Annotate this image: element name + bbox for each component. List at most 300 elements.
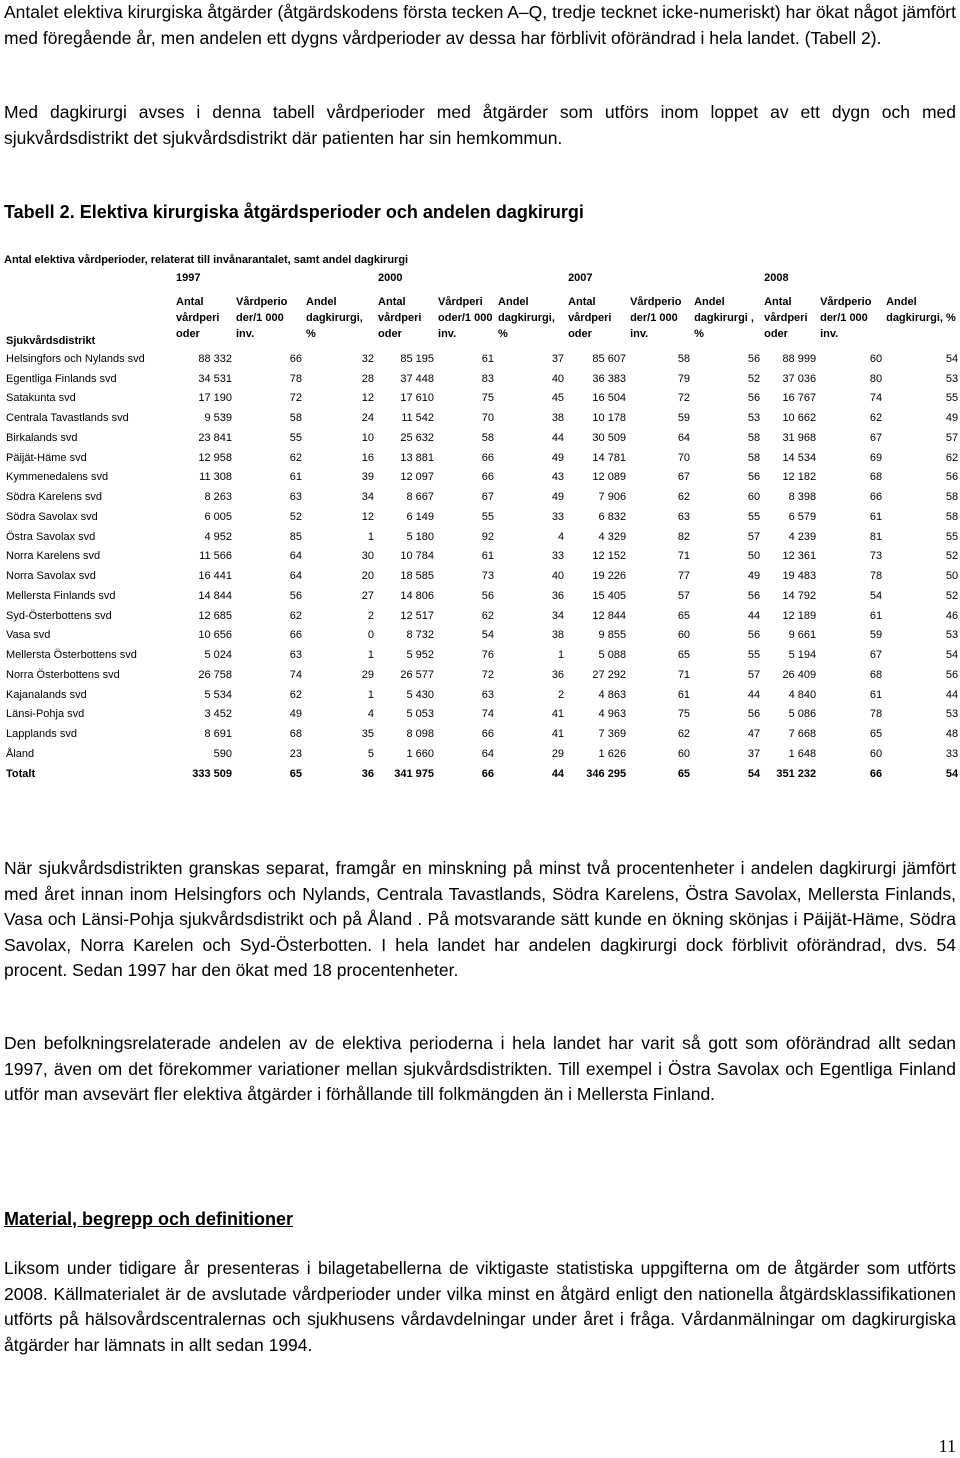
- table-cell: 14 806: [400, 589, 435, 602]
- table-cell: 85: [289, 530, 302, 543]
- table-cell: 6 579: [788, 510, 817, 523]
- table-cell: 9 539: [204, 412, 232, 425]
- table-row: [4, 606, 960, 626]
- table-cell: 12 152: [592, 550, 627, 563]
- table-cell: 49: [945, 412, 959, 425]
- table-cell: 12: [361, 510, 375, 523]
- table-cell: 54: [481, 629, 495, 642]
- district-name-cell: Kymmenedalens svd: [6, 471, 109, 484]
- table-cell: 56: [747, 392, 761, 405]
- table-cell: 50: [747, 550, 761, 563]
- total-cell: 66: [869, 767, 883, 780]
- table-cell: 27: [361, 589, 375, 602]
- district-name-cell: Vasa svd: [6, 629, 51, 642]
- table-cell: 61: [869, 609, 883, 622]
- total-cell: 66: [481, 767, 495, 780]
- table-cell: 63: [677, 510, 691, 523]
- table-cell: 88 999: [782, 352, 817, 365]
- table-cell: 11 542: [401, 412, 435, 425]
- table-cell: 4 329: [598, 530, 627, 543]
- material-paragraph: Liksom under tidigare år presenteras i bilagetabellerna de viktigaste statistiska uppgifterna om de åtgärder som utförts 2008. Källmaterialet är de avslutade vårdperioder under vilka minst en åtgärd enligt den nationella åtgärdsklassifikationen utförts på hälsovårdscentralernas och sjukhusens vårdavdelningar under året i fråga. Vårdanmälningar om dagkirurgiska åtgärder har lämnats in allt sedan 1994.: [4, 1258, 956, 1355]
- column-header: Antal vårdperi oder: [764, 296, 808, 340]
- table-cell: 60: [677, 629, 691, 642]
- district-name-cell: Östra Savolax svd: [6, 530, 96, 543]
- table-cell: 65: [869, 728, 883, 741]
- table-cell: 5: [367, 747, 375, 760]
- table-cell: 38: [551, 629, 565, 642]
- table-cell: 5 194: [788, 649, 817, 662]
- table-cell: 55: [747, 649, 761, 662]
- definition-paragraph: Med dagkirurgi avses i denna tabell vårdperioder med åtgärder som utförs inom loppet av ett dygn och med sjukvårdsdistrikt det sjukvårdsdistrikt där patienten har sin hemkommun.: [4, 102, 956, 148]
- table-cell: 50: [945, 570, 959, 583]
- table-cell: 4 239: [788, 530, 817, 543]
- table-cell: 76: [481, 649, 495, 662]
- table-cell: 40: [551, 570, 565, 583]
- table-cell: 40: [551, 372, 565, 385]
- table-cell: 57: [747, 530, 761, 543]
- table-cell: 52: [945, 550, 959, 563]
- year-header: 2008: [764, 272, 789, 284]
- table-cell: 85 195: [400, 352, 435, 365]
- table-cell: 67: [677, 471, 691, 484]
- table-row: [4, 685, 960, 705]
- table-cell: 62: [289, 609, 302, 622]
- table-cell: 41: [551, 708, 565, 721]
- table-cell: 11 566: [199, 550, 232, 563]
- table-cell: 6 149: [406, 510, 435, 523]
- table-cell: 60: [747, 491, 761, 504]
- table-cell: 590: [213, 747, 232, 760]
- table-cell: 10 656: [198, 629, 232, 642]
- table-cell: 12 089: [592, 471, 627, 484]
- table-cell: 53: [945, 629, 959, 642]
- table-cell: 7 906: [598, 491, 627, 504]
- table-cell: 83: [481, 372, 495, 385]
- total-cell: 346 295: [586, 767, 627, 780]
- table-cell: 26 409: [782, 668, 817, 681]
- table-cell: 37 448: [400, 372, 435, 385]
- table-cell: 56: [945, 668, 959, 681]
- table-row: [4, 547, 960, 567]
- table-cell: 39: [361, 471, 375, 484]
- table-cell: 74: [481, 708, 495, 721]
- table-cell: 75: [677, 708, 691, 721]
- table-cell: 81: [869, 530, 883, 543]
- table-cell: 5 088: [598, 649, 627, 662]
- column-header-row: [4, 294, 960, 349]
- table-cell: 14 844: [198, 589, 232, 602]
- table-cell: 41: [551, 728, 565, 741]
- table-cell: 67: [869, 649, 883, 662]
- table-cell: 62: [289, 688, 302, 701]
- table-cell: 28: [361, 372, 375, 385]
- table-cell: 53: [945, 372, 959, 385]
- table-row: [4, 389, 960, 409]
- table-cell: 62: [945, 451, 959, 464]
- table-cell: 19 226: [592, 570, 627, 583]
- table-row: [4, 626, 960, 646]
- district-name-cell: Åland: [6, 747, 35, 760]
- table-cell: 66: [289, 352, 302, 365]
- table-title: Tabell 2. Elektiva kirurgiska åtgärdsperioder och andelen dagkirurgi: [4, 202, 584, 222]
- column-header: Antal vårdperi oder: [176, 296, 220, 340]
- table-cell: 65: [677, 649, 691, 662]
- total-cell: 44: [551, 767, 565, 780]
- table-cell: 80: [869, 372, 883, 385]
- table-cell: 92: [481, 530, 495, 543]
- table-row: [4, 369, 960, 389]
- district-name-cell: Norra Savolax svd: [6, 570, 96, 583]
- table-cell: 55: [289, 431, 302, 444]
- table-cell: 56: [747, 471, 761, 484]
- table-cell: 26 577: [400, 668, 435, 681]
- table-cell: 64: [289, 550, 302, 563]
- table-row: [4, 586, 960, 606]
- district-name-cell: Satakunta svd: [6, 392, 76, 405]
- table-cell: 49: [747, 570, 761, 583]
- district-name-cell: Lapplands svd: [6, 728, 77, 741]
- table-cell: 67: [481, 491, 495, 504]
- intro-paragraph: Antalet elektiva kirurgiska åtgärder (åtgärdskodens första tecken A–Q, tredje tecknet icke-numeriskt) har ökat något jämfört med föregående år, men andelen ett dygns vårdperioder av dessa har förblivit oförändrad i hela landet. (Tabell 2).: [4, 2, 956, 48]
- total-cell: 54: [747, 767, 761, 780]
- table-cell: 74: [289, 668, 302, 681]
- table-cell: 58: [481, 431, 495, 444]
- table-cell: 30 509: [592, 431, 627, 444]
- table-cell: 66: [289, 629, 302, 642]
- district-name-cell: Mellersta Österbottens svd: [6, 649, 137, 662]
- table-cell: 85 607: [592, 352, 627, 365]
- table-cell: 16: [361, 451, 375, 464]
- table-cell: 64: [481, 747, 495, 760]
- table-row: [4, 428, 960, 448]
- table-cell: 55: [945, 392, 959, 405]
- district-name-cell: Birkalands svd: [6, 431, 78, 444]
- table-cell: 1: [367, 649, 375, 662]
- table-cell: 12 182: [782, 471, 817, 484]
- table-cell: 8 691: [204, 728, 232, 741]
- table-cell: 46: [945, 609, 959, 622]
- table-cell: 14 781: [592, 451, 627, 464]
- table-cell: 61: [869, 688, 883, 701]
- district-name-cell: Päijät-Häme svd: [6, 451, 87, 464]
- table-cell: 75: [481, 392, 495, 405]
- table-cell: 43: [551, 471, 565, 484]
- table-cell: 9 661: [788, 629, 817, 642]
- table-cell: 1 648: [788, 747, 817, 760]
- table-row: [4, 448, 960, 468]
- table-cell: 4 963: [598, 708, 627, 721]
- table-cell: 52: [945, 589, 959, 602]
- table-cell: 12 097: [400, 471, 435, 484]
- total-cell: 65: [677, 767, 691, 780]
- table-cell: 55: [945, 530, 959, 543]
- table-cell: 16 767: [782, 392, 817, 405]
- table-cell: 82: [677, 530, 691, 543]
- table-cell: 60: [869, 352, 883, 365]
- table-cell: 5 180: [406, 530, 435, 543]
- table-cell: 5 024: [204, 649, 232, 662]
- table-cell: 56: [747, 589, 761, 602]
- table-row: [4, 468, 960, 488]
- table-cell: 64: [677, 431, 691, 444]
- table-row: [4, 408, 960, 428]
- table-cell: 63: [481, 688, 495, 701]
- table-cell: 12: [361, 392, 375, 405]
- table-cell: 61: [481, 550, 495, 563]
- column-header: Vårdperi oder/1 000 inv.: [438, 296, 493, 340]
- page-number: 11: [938, 1436, 956, 1456]
- table-cell: 53: [945, 708, 959, 721]
- district-name-cell: Mellersta Finlands svd: [6, 589, 116, 602]
- table-cell: 5 053: [406, 708, 435, 721]
- table-cell: 78: [869, 570, 883, 583]
- table-cell: 73: [481, 570, 495, 583]
- table-cell: 54: [869, 589, 883, 602]
- table-cell: 31 968: [782, 431, 817, 444]
- table-cell: 78: [869, 708, 883, 721]
- column-header: Antal vårdperi oder: [568, 296, 612, 340]
- district-name-cell: Södra Savolax svd: [6, 510, 98, 523]
- table-cell: 5 086: [788, 708, 817, 721]
- table-cell: 7 369: [598, 728, 627, 741]
- district-name-cell: Norra Karelens svd: [6, 550, 101, 563]
- table-cell: 1: [557, 649, 565, 662]
- table-cell: 61: [481, 352, 495, 365]
- elective-surgery-table: [4, 272, 960, 784]
- table-cell: 88 332: [198, 352, 232, 365]
- total-label-cell: Totalt: [6, 767, 36, 780]
- table-cell: 66: [481, 728, 495, 741]
- year-header: 1997: [176, 272, 201, 284]
- year-header: 2007: [568, 272, 593, 284]
- column-header: Antal vårdperi oder: [378, 296, 422, 340]
- table-row: [4, 645, 960, 665]
- year-header: 2000: [378, 272, 403, 284]
- column-header: Vårdperio der/1 000 inv.: [820, 296, 872, 340]
- table-row: [4, 349, 960, 369]
- total-cell: 341 975: [394, 767, 435, 780]
- table-cell: 68: [289, 728, 302, 741]
- table-cell: 14 534: [782, 451, 817, 464]
- table-cell: 58: [747, 451, 761, 464]
- table-cell: 63: [289, 649, 302, 662]
- table-cell: 29: [551, 747, 565, 760]
- table-cell: 58: [945, 491, 959, 504]
- table-cell: 48: [945, 728, 959, 741]
- table-cell: 5 952: [406, 649, 435, 662]
- table-cell: 61: [869, 510, 883, 523]
- table-cell: 1: [367, 688, 375, 701]
- district-name-cell: Länsi-Pohja svd: [6, 708, 85, 721]
- analysis-paragraph: När sjukvårdsdistrikten granskas separat, framgår en minskning på minst två procentenheter i andelen dagkirurgi jämfört med året innan inom Helsingfors och Nylands, Centrala Tavastlands, Södra Karelens, Östra Savolax, Mellersta Finlands, Vasa och Länsi-Pohja sjukvårdsdistrikt och på Åland . På motsvarande sätt kunde en ökning skönjas i Päijät-Häme, Södra Savolax, Norra Karelen och Syd-Österbotten. I hela landet har andelen dagkirurgi dock förblivit oförändrad, dvs. 54 procent. Sedan 1997 har den ökat med 18 procentenheter.: [4, 858, 956, 980]
- table-cell: 56: [747, 629, 761, 642]
- table-cell: 36 383: [592, 372, 627, 385]
- district-name-cell: Norra Österbottens svd: [6, 668, 120, 681]
- table-cell: 57: [945, 431, 959, 444]
- table-cell: 72: [481, 668, 495, 681]
- table-cell: 58: [747, 431, 761, 444]
- table-cell: 7 668: [788, 728, 817, 741]
- table-cell: 56: [481, 589, 495, 602]
- table-cell: 44: [551, 431, 565, 444]
- table-cell: 4 952: [204, 530, 232, 543]
- table-cell: 56: [747, 352, 761, 365]
- total-cell: 65: [289, 767, 302, 780]
- table-body: [4, 349, 960, 784]
- column-header: Vårdperio der/1 000 inv.: [236, 296, 288, 340]
- table-cell: 71: [677, 550, 691, 563]
- table-cell: 69: [869, 451, 883, 464]
- table-cell: 52: [289, 510, 302, 523]
- table-cell: 61: [289, 471, 302, 484]
- table-cell: 57: [747, 668, 761, 681]
- table-cell: 10 662: [782, 412, 817, 425]
- table-cell: 10: [361, 431, 375, 444]
- table-cell: 23: [289, 747, 302, 760]
- table-cell: 55: [481, 510, 495, 523]
- table-cell: 59: [869, 629, 883, 642]
- table-cell: 78: [289, 372, 302, 385]
- total-cell: 54: [945, 767, 959, 780]
- table-cell: 14 792: [782, 589, 817, 602]
- table-cell: 52: [747, 372, 761, 385]
- table-cell: 72: [677, 392, 691, 405]
- table-row: [4, 507, 960, 527]
- table-cell: 36: [551, 668, 565, 681]
- table-cell: 70: [677, 451, 691, 464]
- table-cell: 12 517: [400, 609, 435, 622]
- total-cell: 36: [361, 767, 375, 780]
- total-cell: 351 232: [776, 767, 817, 780]
- table-cell: 16 504: [592, 392, 627, 405]
- table-cell: 56: [945, 471, 959, 484]
- table-cell: 33: [945, 747, 959, 760]
- table-cell: 47: [747, 728, 761, 741]
- table-row: [4, 705, 960, 725]
- table-cell: 33: [551, 550, 565, 563]
- table-cell: 25 632: [400, 431, 435, 444]
- table-cell: 16 441: [198, 570, 232, 583]
- table-cell: 2: [367, 609, 375, 622]
- table-cell: 32: [361, 352, 375, 365]
- table-cell: 37: [747, 747, 761, 760]
- district-name-cell: Centrala Tavastlands svd: [6, 412, 129, 425]
- column-header: Andel dagkirurgi , %: [694, 296, 754, 340]
- district-name-cell: Syd-Österbottens svd: [6, 609, 112, 622]
- table-cell: 49: [551, 451, 565, 464]
- table-cell: 53: [747, 412, 761, 425]
- table-cell: 36: [551, 589, 565, 602]
- table-cell: 59: [677, 412, 691, 425]
- table-cell: 8 732: [406, 629, 435, 642]
- column-header: Vårdperio der/1 000 inv.: [630, 296, 682, 340]
- table-cell: 60: [869, 747, 883, 760]
- table-cell: 24: [361, 412, 375, 425]
- table-cell: 62: [869, 412, 883, 425]
- table-cell: 56: [747, 708, 761, 721]
- table-cell: 23 841: [198, 431, 232, 444]
- district-column-header: Sjukvårdsdistrikt: [6, 335, 96, 347]
- table-cell: 12 844: [592, 609, 627, 622]
- column-header: Andel dagkirurgi, %: [498, 296, 555, 340]
- table-cell: 8 398: [788, 491, 817, 504]
- table-cell: 44: [945, 688, 959, 701]
- table-cell: 68: [869, 471, 883, 484]
- table-cell: 1: [367, 530, 375, 543]
- table-cell: 44: [747, 609, 761, 622]
- table-cell: 12 189: [782, 609, 817, 622]
- table-cell: 77: [677, 570, 691, 583]
- table-cell: 68: [869, 668, 883, 681]
- table-cell: 10 784: [400, 550, 435, 563]
- table-cell: 15 405: [592, 589, 627, 602]
- table-cell: 12 685: [198, 609, 232, 622]
- table-cell: 58: [677, 352, 691, 365]
- table-cell: 5 430: [406, 688, 435, 701]
- table-cell: 4: [367, 708, 375, 721]
- table-cell: 10 178: [592, 412, 627, 425]
- column-header: Andel dagkirurgi, %: [886, 296, 956, 324]
- table-cell: 79: [677, 372, 691, 385]
- table-cell: 34: [361, 491, 375, 504]
- table-cell: 66: [481, 471, 495, 484]
- table-cell: 11 308: [199, 471, 232, 484]
- table-cell: 33: [551, 510, 565, 523]
- table-cell: 26 758: [198, 668, 232, 681]
- table-cell: 35: [361, 728, 375, 741]
- table-cell: 18 585: [400, 570, 435, 583]
- table-cell: 38: [551, 412, 565, 425]
- table-cell: 57: [677, 589, 691, 602]
- table-row: [4, 566, 960, 586]
- table-cell: 8 098: [406, 728, 435, 741]
- table-cell: 74: [869, 392, 883, 405]
- table-cell: 73: [869, 550, 883, 563]
- table-cell: 66: [481, 451, 495, 464]
- total-cell: 333 509: [192, 767, 232, 780]
- table-row: [4, 527, 960, 547]
- table-cell: 20: [361, 570, 375, 583]
- district-name-cell: Kajanalands svd: [6, 688, 87, 701]
- section-heading: Material, begrepp och definitioner: [4, 1209, 294, 1229]
- table-cell: 60: [677, 747, 691, 760]
- table-row: [4, 724, 960, 744]
- table-cell: 5 534: [204, 688, 232, 701]
- table-cell: 6 005: [204, 510, 232, 523]
- table-cell: 62: [677, 728, 691, 741]
- table-cell: 58: [289, 412, 302, 425]
- table-cell: 49: [551, 491, 565, 504]
- table-cell: 49: [289, 708, 302, 721]
- table-cell: 72: [289, 392, 302, 405]
- table-caption: Antal elektiva vårdperioder, relaterat till invånarantalet, samt andel dagkirurgi: [4, 254, 409, 266]
- table-cell: 37 036: [782, 372, 817, 385]
- table-cell: 0: [367, 629, 375, 642]
- table-cell: 66: [869, 491, 883, 504]
- table-cell: 61: [677, 688, 691, 701]
- table-cell: 12 958: [198, 451, 232, 464]
- population-paragraph: Den befolkningsrelaterade andelen av de elektiva perioderna i hela landet har varit så gott som oförändrad allt sedan 1997, även om det förekommer variationer mellan sjukvårdsdistrikten. Till exempel i Östra Savolax och Egentliga Finland utför man avsevärt fler elektiva åtgärder i förhållande till folkmängden än i Mellersta Finland.: [4, 1033, 956, 1104]
- table-cell: 17 610: [400, 392, 435, 405]
- table-cell: 65: [677, 609, 691, 622]
- table-cell: 6 832: [598, 510, 627, 523]
- district-name-cell: Södra Karelens svd: [6, 491, 102, 504]
- table-cell: 44: [747, 688, 761, 701]
- table-cell: 34 531: [198, 372, 232, 385]
- table-cell: 19 483: [782, 570, 817, 583]
- table-cell: 4: [557, 530, 565, 543]
- table-cell: 62: [289, 451, 302, 464]
